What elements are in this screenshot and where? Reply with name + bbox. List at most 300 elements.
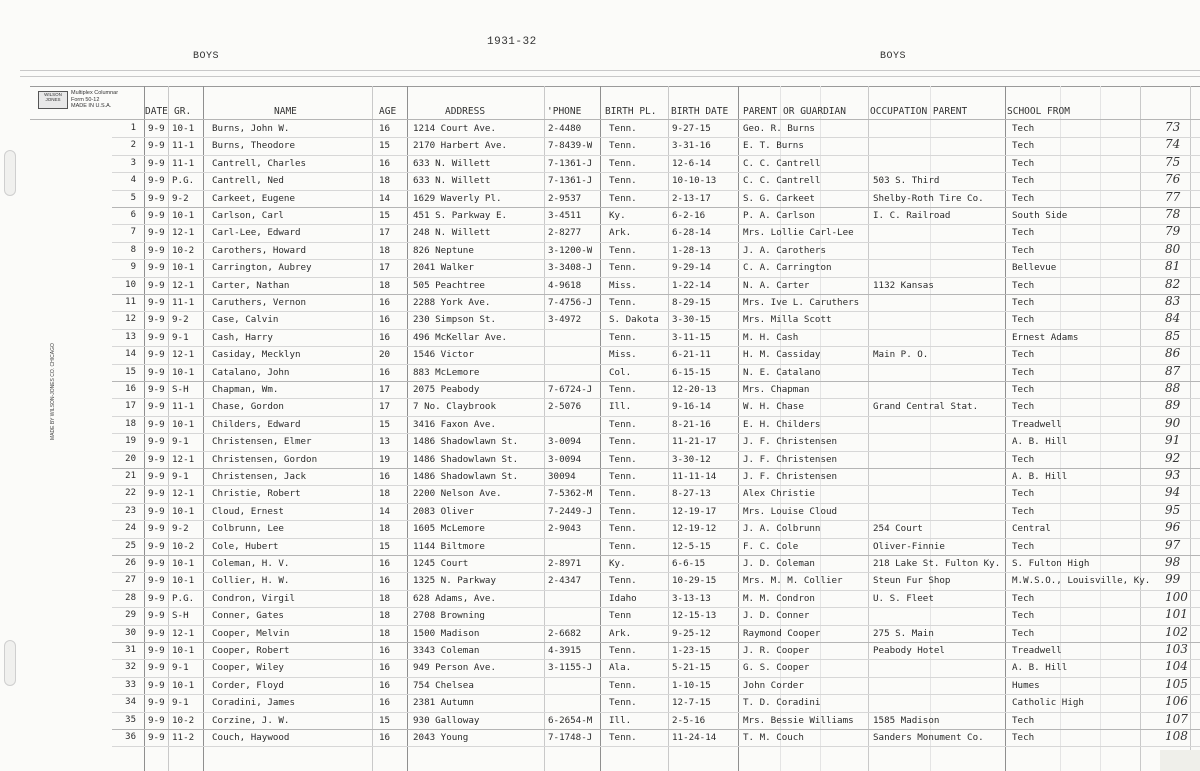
row-number: 2 [130, 140, 136, 151]
parent-cell: G. S. Cooper [743, 662, 810, 674]
address-cell: 826 Neptune [413, 244, 474, 256]
grade-cell: 9-2 [172, 314, 189, 326]
name-cell: Christensen, Elmer [212, 436, 312, 448]
age-cell: 18 [379, 592, 391, 604]
birth-place-cell: Tenn. [609, 575, 637, 587]
table-row [0, 555, 1200, 572]
name-cell: Cooper, Melvin [212, 627, 290, 639]
handwritten-number: 107 [1165, 711, 1188, 726]
occupation-cell: Main P. O. [873, 349, 929, 361]
date-cell: 9-9 [148, 471, 165, 482]
table-row [0, 433, 1200, 450]
parent-cell: J. D. Coleman [743, 558, 815, 569]
parent-cell: C. C. Cantrell [743, 157, 821, 169]
date-cell: 9-9 [148, 436, 165, 448]
handwritten-number: 83 [1165, 294, 1181, 308]
name-cell: Cantrell, Charles [212, 157, 307, 169]
name-cell: Carl-Lee, Edward [212, 227, 301, 239]
age-cell: 17 [379, 384, 391, 395]
phone-cell: 2-6682 [548, 627, 582, 639]
grade-cell: 9-2 [172, 192, 189, 204]
address-cell: 451 S. Parkway E. [413, 210, 508, 221]
name-cell: Carter, Nathan [212, 279, 290, 291]
table-row [0, 677, 1200, 694]
top-rule [20, 70, 1200, 71]
row-number: 25 [125, 540, 136, 551]
handwritten-number: 98 [1165, 555, 1181, 569]
school-cell: Tech [1012, 627, 1035, 639]
birth-place-cell: Tenn. [609, 192, 637, 204]
table-row [0, 468, 1200, 485]
address-cell: 633 N. Willett [413, 175, 491, 187]
parent-cell: Mrs. Milla Scott [743, 314, 832, 326]
row-number: 17 [125, 401, 136, 412]
grade-cell: 12-1 [172, 279, 195, 291]
table-row [0, 538, 1200, 555]
grade-cell: 10-2 [172, 244, 195, 256]
age-cell: 20 [379, 349, 391, 361]
table-row [0, 259, 1200, 276]
name-cell: Condron, Virgil [212, 592, 295, 604]
name-cell: Cloud, Ernest [212, 505, 284, 517]
parent-cell: M. M. Condron [743, 592, 815, 604]
name-cell: Cole, Hubert [212, 540, 279, 552]
address-cell: 1214 Court Ave. [413, 123, 496, 134]
birth-date-cell: 12-7-15 [672, 697, 711, 709]
grade-cell: 10-1 [172, 262, 195, 274]
date-cell: 9-9 [148, 210, 165, 221]
grade-cell: S-H [172, 610, 189, 622]
handwritten-number: 79 [1165, 224, 1181, 239]
row-number: 23 [125, 505, 136, 516]
school-cell: Tech [1012, 610, 1035, 622]
birth-date-cell: 10-29-15 [672, 575, 717, 587]
parent-cell: T. M. Couch [743, 732, 804, 743]
handwritten-number: 101 [1165, 607, 1188, 622]
age-cell: 17 [379, 262, 391, 274]
date-cell: 9-9 [148, 140, 165, 152]
address-cell: 248 N. Willett [413, 227, 491, 239]
phone-cell: 2-4347 [548, 575, 582, 587]
row-number: 36 [125, 732, 136, 742]
birth-place-cell: Tenn. [609, 418, 637, 430]
birth-date-cell: 8-27-13 [672, 488, 711, 500]
parent-cell: N. A. Carter [743, 279, 810, 291]
phone-cell: 7-8439-W [548, 140, 593, 152]
address-cell: 2083 Oliver [413, 505, 474, 517]
birth-date-cell: 3-31-16 [672, 140, 711, 152]
row-number: 22 [125, 488, 136, 499]
row-number: 1 [130, 123, 136, 133]
school-cell: Tech [1012, 175, 1035, 187]
address-cell: 2288 York Ave. [413, 297, 491, 308]
age-cell: 14 [379, 192, 391, 204]
table-row [0, 520, 1200, 537]
address-cell: 3416 Faxon Ave. [413, 418, 496, 430]
birth-date-cell: 9-25-12 [672, 627, 711, 639]
address-cell: 2200 Nelson Ave. [413, 488, 502, 500]
phone-cell: 2-9043 [548, 523, 582, 535]
occupation-cell: 1585 Madison [873, 714, 940, 726]
address-cell: 496 McKellar Ave. [413, 331, 508, 343]
address-cell: 230 Simpson St. [413, 314, 496, 326]
birth-date-cell: 9-16-14 [672, 401, 711, 413]
birth-place-cell: Miss. [609, 349, 637, 361]
name-cell: Case, Calvin [212, 314, 279, 326]
date-cell: 9-9 [148, 123, 165, 134]
logo-badge: WILSON JONES [38, 91, 68, 109]
birth-date-cell: 10-10-13 [672, 175, 717, 187]
address-cell: 1546 Victor [413, 349, 474, 361]
table-row [0, 625, 1200, 642]
birth-date-cell: 6-15-15 [672, 366, 711, 378]
grade-cell: 11-1 [172, 401, 195, 413]
parent-cell: Raymond Cooper [743, 627, 821, 639]
handwritten-number: 77 [1165, 189, 1181, 204]
name-cell: Cash, Harry [212, 331, 273, 343]
school-cell: Catholic High [1012, 697, 1084, 709]
row-number: 31 [125, 645, 136, 655]
birth-place-cell: Tenn. [609, 540, 637, 552]
date-cell: 9-9 [148, 488, 165, 500]
parent-cell: Mrs. Louise Cloud [743, 505, 838, 517]
grade-cell: 9-1 [172, 471, 189, 482]
table-row [0, 207, 1200, 224]
phone-cell: 30094 [548, 471, 576, 482]
table-row [0, 294, 1200, 311]
address-cell: 930 Galloway [413, 714, 480, 726]
birth-place-cell: Tenn. [609, 436, 637, 448]
school-cell: Tech [1012, 488, 1035, 500]
grade-cell: S-H [172, 384, 189, 395]
birth-place-cell: Tenn. [609, 679, 637, 691]
age-cell: 16 [379, 575, 391, 587]
row-number: 16 [125, 384, 136, 394]
phone-cell: 3-4972 [548, 314, 582, 326]
handwritten-number: 76 [1165, 172, 1181, 187]
handwritten-number: 102 [1165, 624, 1188, 639]
parent-cell: H. M. Cassiday [743, 349, 821, 361]
school-cell: Tech [1012, 314, 1035, 326]
birth-date-cell: 6-6-15 [672, 558, 706, 569]
address-cell: 1486 Shadowlawn St. [413, 453, 519, 465]
name-cell: Burns, Theodore [212, 140, 295, 152]
age-cell: 16 [379, 471, 391, 482]
school-cell: Tech [1012, 227, 1035, 239]
birth-date-cell: 2-5-16 [672, 714, 706, 726]
occupation-cell: Steun Fur Shop [873, 575, 951, 587]
handwritten-number: 100 [1165, 589, 1188, 604]
handwritten-number: 91 [1165, 433, 1181, 448]
table-row [0, 398, 1200, 415]
phone-cell: 4-9618 [548, 279, 582, 291]
school-cell: Tech [1012, 157, 1035, 169]
birth-place-cell: Tenn. [609, 732, 637, 743]
age-cell: 16 [379, 558, 391, 569]
row-number: 28 [125, 592, 136, 603]
age-cell: 16 [379, 297, 391, 308]
address-cell: 1486 Shadowlawn St. [413, 471, 519, 482]
parent-cell: J. F. Christensen [743, 436, 838, 448]
school-cell: Tech [1012, 384, 1035, 395]
birth-date-cell: 5-21-15 [672, 662, 711, 674]
date-cell: 9-9 [148, 523, 165, 535]
table-row [0, 190, 1200, 207]
row-number: 34 [125, 697, 136, 708]
birth-place-cell: Ky. [609, 210, 626, 221]
birth-place-cell: Ark. [609, 227, 632, 239]
occupation-cell: Sanders Monument Co. [873, 732, 984, 743]
row-number: 19 [125, 436, 136, 447]
table-row [0, 311, 1200, 328]
handwritten-number: 95 [1165, 502, 1181, 517]
school-cell: Tech [1012, 540, 1035, 552]
wilson-jones-logo [38, 89, 138, 113]
name-cell: Childers, Edward [212, 418, 301, 430]
grade-cell: 11-1 [172, 297, 195, 308]
table-row [0, 485, 1200, 502]
row-number: 4 [130, 175, 136, 186]
school-cell: Tech [1012, 453, 1035, 465]
date-cell: 9-9 [148, 540, 165, 552]
date-cell: 9-9 [148, 662, 165, 674]
col-header-parent: PARENT OR GUARDIAN [743, 106, 846, 117]
date-cell: 9-9 [148, 610, 165, 622]
birth-place-cell: Col. [609, 366, 632, 378]
birth-date-cell: 3-11-15 [672, 331, 711, 343]
birth-place-cell: Miss. [609, 279, 637, 291]
age-cell: 16 [379, 157, 391, 169]
birth-place-cell: Tenn [609, 610, 632, 622]
age-cell: 15 [379, 540, 391, 552]
age-cell: 16 [379, 645, 391, 656]
grade-cell: 10-2 [172, 714, 195, 726]
name-cell: Cantrell, Ned [212, 175, 284, 187]
birth-place-cell: Tenn. [609, 123, 637, 134]
phone-cell: 7-4756-J [548, 297, 593, 308]
address-cell: 505 Peachtree [413, 279, 485, 291]
birth-date-cell: 12-6-14 [672, 157, 711, 169]
manufacturer-mark: MADE BY WILSON-JONES CO. CHICAGO [50, 343, 56, 440]
birth-date-cell: 1-22-14 [672, 279, 711, 291]
table-row [0, 137, 1200, 154]
occupation-cell: Shelby-Roth Tire Co. [873, 192, 984, 204]
handwritten-number: 73 [1165, 120, 1181, 134]
left-page-title: BOYS [193, 51, 220, 62]
date-cell: 9-9 [148, 592, 165, 604]
age-cell: 16 [379, 662, 391, 674]
date-cell: 9-9 [148, 627, 165, 639]
school-cell: Treadwell [1012, 418, 1062, 430]
name-cell: Colbrunn, Lee [212, 523, 284, 535]
address-cell: 2043 Young [413, 732, 469, 743]
school-cell: Ernest Adams [1012, 331, 1079, 343]
parent-cell: N. E. Catalano [743, 366, 821, 378]
handwritten-number: 108 [1165, 729, 1188, 743]
name-cell: Cooper, Wiley [212, 662, 284, 674]
name-cell: Carlson, Carl [212, 210, 284, 221]
date-cell: 9-9 [148, 244, 165, 256]
handwritten-number: 82 [1165, 276, 1181, 291]
name-cell: Coradini, James [212, 697, 295, 709]
row-number: 10 [125, 279, 136, 290]
parent-cell: J. A. Colbrunn [743, 523, 821, 535]
birth-date-cell: 3-13-13 [672, 592, 711, 604]
address-cell: 7 No. Claybrook [413, 401, 496, 413]
phone-cell: 7-2449-J [548, 505, 593, 517]
table-row [0, 416, 1200, 433]
phone-cell: 2-4480 [548, 123, 582, 134]
handwritten-number: 92 [1165, 450, 1181, 465]
occupation-cell: Peabody Hotel [873, 645, 945, 656]
age-cell: 18 [379, 175, 391, 187]
row-number: 30 [125, 627, 136, 638]
name-cell: Carrington, Aubrey [212, 262, 312, 274]
occupation-cell: 503 S. Third [873, 175, 940, 187]
logo-line: MADE IN U.S.A. [71, 103, 112, 109]
phone-cell: 7-1361-J [548, 175, 593, 187]
row-number: 13 [125, 331, 136, 342]
row-number: 26 [125, 558, 136, 568]
school-cell: Tech [1012, 244, 1035, 256]
age-cell: 18 [379, 488, 391, 500]
row-number: 27 [125, 575, 136, 586]
row-number: 21 [125, 471, 136, 481]
col-header-birth-place: BIRTH PL. [605, 106, 657, 117]
grade-cell: 9-2 [172, 523, 189, 535]
occupation-cell: U. S. Fleet [873, 592, 934, 604]
col-header-address: ADDRESS [445, 106, 486, 117]
parent-cell: F. C. Cole [743, 540, 799, 552]
birth-place-cell: Tenn. [609, 140, 637, 152]
logo-line: Form 50-12 [71, 96, 100, 103]
name-cell: Christensen, Jack [212, 471, 307, 482]
handwritten-number: 89 [1165, 398, 1181, 413]
age-cell: 16 [379, 679, 391, 691]
phone-cell: 3-1155-J [548, 662, 593, 674]
name-cell: Coleman, H. V. [212, 558, 290, 569]
grade-cell: 10-1 [172, 575, 195, 587]
table-row [0, 364, 1200, 381]
school-cell: A. B. Hill [1012, 471, 1068, 482]
date-cell: 9-9 [148, 575, 165, 587]
school-cell: Tech [1012, 732, 1035, 743]
phone-cell: 6-2654-M [548, 714, 593, 726]
phone-cell: 3-0094 [548, 453, 582, 465]
date-cell: 9-9 [148, 279, 165, 291]
phone-cell: 4-3915 [548, 645, 582, 656]
age-cell: 15 [379, 140, 391, 152]
school-cell: Tech [1012, 401, 1035, 413]
grade-cell: 12-1 [172, 627, 195, 639]
date-cell: 9-9 [148, 331, 165, 343]
address-cell: 754 Chelsea [413, 679, 474, 691]
parent-cell: J. F. Christensen [743, 471, 838, 482]
birth-date-cell: 9-29-14 [672, 262, 711, 274]
occupation-cell: 254 Court [873, 523, 923, 535]
address-cell: 1245 Court [413, 558, 469, 569]
name-cell: Couch, Haywood [212, 732, 290, 743]
age-cell: 15 [379, 210, 391, 221]
school-cell: Tech [1012, 140, 1035, 152]
school-cell: S. Fulton High [1012, 558, 1090, 569]
birth-place-cell: Tenn. [609, 297, 637, 308]
school-cell: Bellevue [1012, 262, 1057, 274]
occupation-cell: Grand Central Stat. [873, 401, 979, 413]
handwritten-number: 78 [1165, 207, 1181, 221]
birth-place-cell: Tenn. [609, 384, 637, 395]
age-cell: 15 [379, 714, 391, 726]
birth-date-cell: 3-30-12 [672, 453, 711, 465]
phone-cell: 7-1361-J [548, 157, 593, 169]
birth-place-cell: Ill. [609, 714, 632, 726]
phone-cell: 3-3408-J [548, 262, 593, 274]
birth-date-cell: 6-2-16 [672, 210, 706, 221]
date-cell: 9-9 [148, 418, 165, 430]
birth-place-cell: Ky. [609, 558, 626, 569]
grade-cell: 10-1 [172, 418, 195, 430]
row-number: 6 [130, 210, 136, 220]
name-cell: Burns, John W. [212, 123, 290, 134]
table-row [0, 381, 1200, 398]
phone-cell: 7-5362-M [548, 488, 593, 500]
col-header-grade: GR. [174, 106, 192, 117]
parent-cell: C. A. Carrington [743, 262, 832, 274]
row-number: 24 [125, 523, 136, 534]
phone-cell: 2-8277 [548, 227, 582, 239]
top-rule [20, 76, 1200, 77]
handwritten-number: 104 [1165, 659, 1188, 674]
address-cell: 883 McLemore [413, 366, 480, 378]
parent-cell: T. D. Coradini [743, 697, 821, 709]
school-cell: Tech [1012, 297, 1035, 308]
school-cell: Tech [1012, 505, 1035, 517]
paper-stain [1160, 750, 1200, 771]
name-cell: Conner, Gates [212, 610, 284, 622]
age-cell: 16 [379, 314, 391, 326]
birth-date-cell: 11-24-14 [672, 732, 717, 743]
date-cell: 9-9 [148, 558, 165, 569]
address-cell: 1629 Waverly Pl. [413, 192, 502, 204]
birth-date-cell: 1-10-15 [672, 679, 711, 691]
school-cell: A. B. Hill [1012, 662, 1068, 674]
handwritten-number: 75 [1165, 154, 1181, 169]
grade-cell: 11-2 [172, 732, 195, 743]
date-cell: 9-9 [148, 192, 165, 204]
grade-cell: P.G. [172, 592, 195, 604]
name-cell: Cooper, Robert [212, 645, 290, 656]
date-cell: 9-9 [148, 714, 165, 726]
table-row [0, 242, 1200, 259]
handwritten-number: 93 [1165, 468, 1181, 482]
row-number: 9 [130, 262, 136, 273]
birth-date-cell: 11-11-14 [672, 471, 717, 482]
birth-date-cell: 3-30-15 [672, 314, 711, 326]
age-cell: 16 [379, 697, 391, 709]
phone-cell: 7-1748-J [548, 732, 593, 743]
row-number: 29 [125, 610, 136, 621]
phone-cell: 2-5076 [548, 401, 582, 413]
row-number: 18 [125, 418, 136, 429]
date-cell: 9-9 [148, 297, 165, 308]
name-cell: Chase, Gordon [212, 401, 284, 413]
school-cell: Humes [1012, 679, 1040, 691]
name-cell: Collier, H. W. [212, 575, 290, 587]
school-cell: Tech [1012, 366, 1035, 378]
handwritten-number: 105 [1165, 676, 1188, 691]
row-number: 11 [125, 297, 136, 307]
age-cell: 16 [379, 366, 391, 378]
